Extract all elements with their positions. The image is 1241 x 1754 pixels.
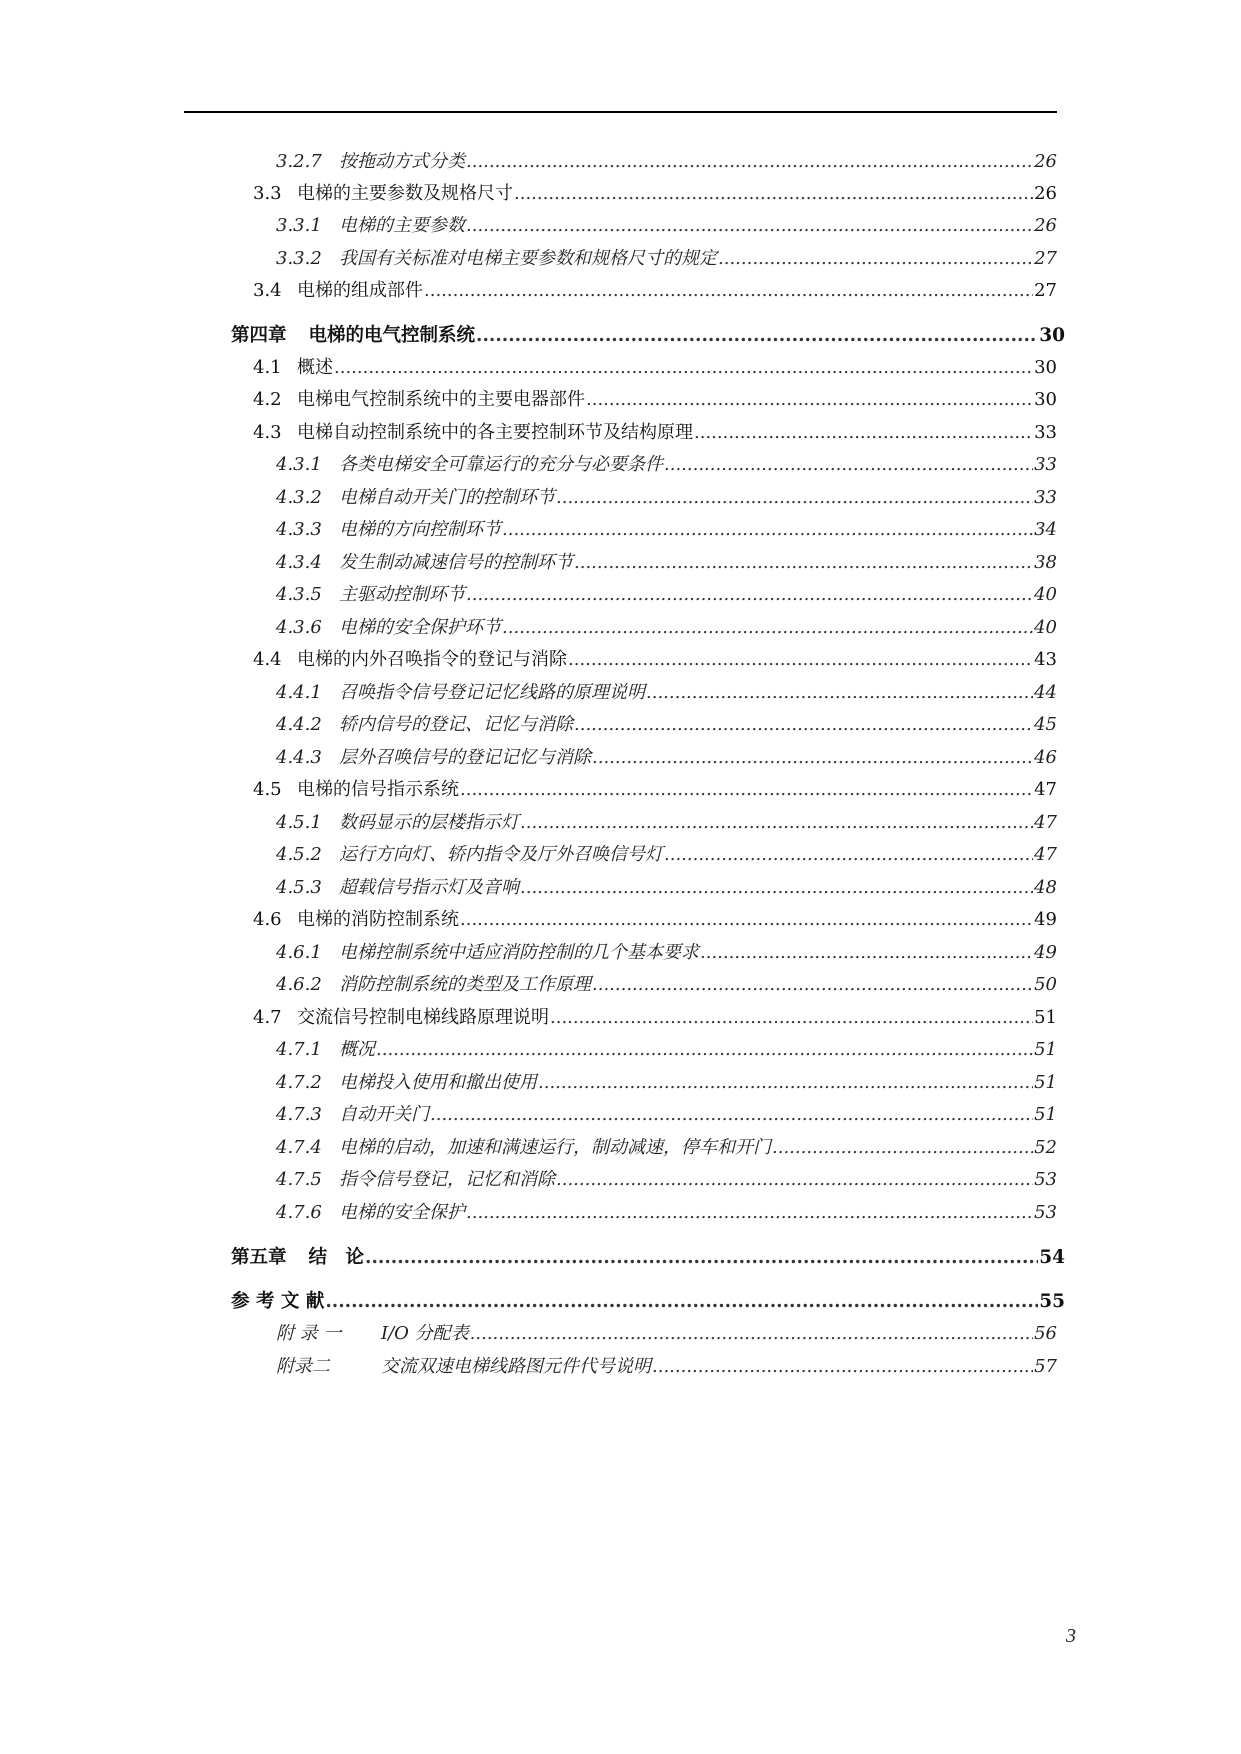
toc-entry-number: 3.2.7 xyxy=(276,151,322,172)
toc-entry[interactable] xyxy=(253,778,1057,802)
toc-entry-page: 49 xyxy=(1034,909,1057,930)
toc-entry-title: 运行方向灯、轿内指令及厅外召唤信号灯 xyxy=(339,844,663,865)
toc-entry[interactable] xyxy=(276,941,1057,965)
toc-entry-number: 4.2 xyxy=(253,389,282,410)
toc-entry-title: 召唤指令信号登记记忆线路的原理说明 xyxy=(339,682,645,703)
toc-leader-dots xyxy=(550,1006,1033,1030)
toc-entry-title: 电梯的电气控制系统 xyxy=(308,325,476,346)
toc-entry-page: 48 xyxy=(1034,877,1057,898)
toc-leader-dots xyxy=(466,583,1033,607)
toc-entry-title: 超载信号指示灯及音响 xyxy=(339,877,519,898)
toc-entry-title: 电梯的内外召唤指令的登记与消除 xyxy=(297,649,567,670)
toc-leader-dots xyxy=(466,1201,1033,1225)
toc-leader-dots xyxy=(334,356,1033,380)
toc-entry-title: 交流双速电梯线路图元件代号说明 xyxy=(381,1356,651,1377)
toc-entry-number: 4.7.3 xyxy=(276,1104,322,1125)
toc-entry-title: 我国有关标准对电梯主要参数和规格尺寸的规定 xyxy=(339,248,717,269)
toc-entry-number: 4.4 xyxy=(253,649,282,670)
toc-entry-number: 4.5.3 xyxy=(276,877,322,898)
toc-leader-dots xyxy=(664,453,1033,477)
toc-entry[interactable] xyxy=(253,1006,1057,1030)
toc-entry-number: 4.3 xyxy=(253,422,282,443)
toc-entry-title: 电梯的启动，加速和满速运行，制动减速，停车和开门 xyxy=(339,1137,771,1158)
toc-chapter-entry[interactable] xyxy=(231,324,1065,348)
toc-entry-page: 57 xyxy=(1034,1356,1057,1377)
toc-entry-number: 4.6 xyxy=(253,909,282,930)
toc-entry[interactable] xyxy=(276,518,1057,542)
toc-entry[interactable] xyxy=(276,811,1057,835)
toc-entry-page: 51 xyxy=(1034,1039,1057,1060)
toc-entry-title: 电梯自动开关门的控制环节 xyxy=(339,487,555,508)
toc-entry-number: 4.4.1 xyxy=(276,682,322,703)
toc-entry[interactable] xyxy=(276,876,1057,900)
toc-entry[interactable] xyxy=(253,648,1057,672)
toc-entry-number: 4.4.3 xyxy=(276,747,322,768)
toc-entry-title: 电梯自动控制系统中的各主要控制环节及结构原理 xyxy=(297,422,693,443)
toc-entry[interactable] xyxy=(276,583,1057,607)
toc-entry-page: 51 xyxy=(1034,1104,1057,1125)
toc-entry[interactable] xyxy=(253,908,1057,932)
toc-appendix-entry[interactable] xyxy=(276,1355,1057,1379)
toc-entry-page: 34 xyxy=(1034,519,1057,540)
toc-entry-page: 43 xyxy=(1034,649,1057,670)
toc-entry-title: 参 考 文 献 xyxy=(231,1291,325,1312)
toc-entry-title: 按拖动方式分类 xyxy=(339,151,465,172)
toc-entry-number: 4.4.2 xyxy=(276,714,322,735)
toc-leader-dots xyxy=(700,941,1033,965)
toc-leader-dots xyxy=(325,1290,1038,1314)
toc-entry-title: 电梯的方向控制环节 xyxy=(339,519,501,540)
toc-entry-page: 53 xyxy=(1034,1169,1057,1190)
toc-leader-dots xyxy=(772,1136,1033,1160)
toc-entry-title: 发生制动减速信号的控制环节 xyxy=(339,552,573,573)
toc-leader-dots xyxy=(568,648,1033,672)
toc-entry-title: 电梯电气控制系统中的主要电器部件 xyxy=(297,389,585,410)
toc-entry[interactable] xyxy=(276,681,1057,705)
header-rule xyxy=(184,111,1057,113)
toc-leader-dots xyxy=(476,324,1038,348)
toc-leader-dots xyxy=(470,1322,1033,1346)
toc-leader-dots xyxy=(376,1038,1033,1062)
toc-entry[interactable] xyxy=(276,616,1057,640)
toc-leader-dots xyxy=(592,746,1033,770)
toc-entry-page: 51 xyxy=(1034,1072,1057,1093)
toc-appendix-label: 附录二 xyxy=(276,1356,330,1377)
toc-entry-page: 54 xyxy=(1039,1247,1065,1268)
toc-entry-title: 结 论 xyxy=(308,1247,365,1268)
toc-entry-page: 26 xyxy=(1034,215,1057,236)
toc-entry-title: 电梯控制系统中适应消防控制的几个基本要求 xyxy=(339,942,699,963)
toc-appendix-label: 附 录 一 xyxy=(276,1323,342,1344)
toc-entry-title: 电梯的安全保护环节 xyxy=(339,617,501,638)
toc-entry-page: 26 xyxy=(1034,151,1057,172)
toc-entry-title: 层外召唤信号的登记记忆与消除 xyxy=(339,747,591,768)
toc-entry-title: 电梯的信号指示系统 xyxy=(297,779,459,800)
toc-leader-dots xyxy=(430,1103,1033,1127)
toc-entry[interactable] xyxy=(276,1168,1057,1192)
toc-entry-number: 4.5.1 xyxy=(276,812,322,833)
toc-chapter-number: 第五章 xyxy=(231,1247,287,1268)
toc-leader-dots xyxy=(466,214,1033,238)
toc-entry-title: 概况 xyxy=(339,1039,375,1060)
toc-entry-number: 4.5.2 xyxy=(276,844,322,865)
toc-entry-page: 27 xyxy=(1034,280,1057,301)
toc-references-entry[interactable] xyxy=(231,1290,1065,1314)
toc-entry-number: 3.3.1 xyxy=(276,215,322,236)
toc-leader-dots xyxy=(514,182,1033,206)
toc-entry[interactable] xyxy=(276,1071,1057,1095)
toc-entry-page: 33 xyxy=(1034,487,1057,508)
toc-entry[interactable] xyxy=(253,356,1057,380)
toc-entry-title: 主驱动控制环节 xyxy=(339,584,465,605)
toc-entry[interactable] xyxy=(253,279,1057,303)
page-number: 3 xyxy=(1066,1625,1076,1647)
toc-entry-page: 33 xyxy=(1034,422,1057,443)
toc-entry-page: 47 xyxy=(1034,779,1057,800)
toc-entry[interactable] xyxy=(276,1201,1057,1225)
toc-entry-title: 电梯的主要参数及规格尺寸 xyxy=(297,183,513,204)
toc-leader-dots xyxy=(365,1246,1038,1270)
toc-entry-number: 4.7.6 xyxy=(276,1202,322,1223)
toc-entry-page: 47 xyxy=(1034,812,1057,833)
toc-leader-dots xyxy=(502,616,1033,640)
toc-entry-number: 4.7.4 xyxy=(276,1137,322,1158)
toc-entry-number: 4.7.5 xyxy=(276,1169,322,1190)
toc-leader-dots xyxy=(460,778,1033,802)
toc-leader-dots xyxy=(646,681,1033,705)
toc-entry-page: 56 xyxy=(1034,1323,1057,1344)
toc-entry-number: 4.3.1 xyxy=(276,454,322,475)
toc-entry-number: 4.3.2 xyxy=(276,487,322,508)
toc-entry-number: 4.3.3 xyxy=(276,519,322,540)
toc-entry-number: 4.5 xyxy=(253,779,282,800)
toc-entry-number: 4.7.2 xyxy=(276,1072,322,1093)
toc-entry-page: 45 xyxy=(1034,714,1057,735)
toc-entry[interactable] xyxy=(276,214,1057,238)
toc-entry[interactable] xyxy=(276,453,1057,477)
toc-entry[interactable] xyxy=(276,713,1057,737)
toc-entry-title: 电梯的组成部件 xyxy=(297,280,423,301)
toc-leader-dots xyxy=(538,1071,1033,1095)
toc-leader-dots xyxy=(718,247,1033,271)
toc-entry-page: 30 xyxy=(1034,389,1057,410)
toc-entry-page: 55 xyxy=(1039,1291,1065,1312)
toc-entry-title: 交流信号控制电梯线路原理说明 xyxy=(297,1007,549,1028)
toc-entry[interactable] xyxy=(276,486,1057,510)
toc-leader-dots xyxy=(664,843,1033,867)
toc-leader-dots xyxy=(556,486,1033,510)
toc-entry-number: 3.3 xyxy=(253,183,282,204)
toc-entry-page: 27 xyxy=(1034,248,1057,269)
toc-chapter-number: 第四章 xyxy=(231,325,287,346)
toc-entry[interactable] xyxy=(253,388,1057,412)
toc-entry-page: 38 xyxy=(1034,552,1057,573)
toc-entry-title: 数码显示的层楼指示灯 xyxy=(339,812,519,833)
toc-leader-dots xyxy=(574,551,1033,575)
toc-entry-title: 指令信号登记，记忆和消除 xyxy=(339,1169,555,1190)
toc-entry-number: 4.7 xyxy=(253,1007,282,1028)
toc-entry-page: 49 xyxy=(1034,942,1057,963)
toc-entry-number: 3.3.2 xyxy=(276,248,322,269)
toc-entry-title: 各类电梯安全可靠运行的充分与必要条件 xyxy=(339,454,663,475)
toc-entry-title: 自动开关门 xyxy=(339,1104,429,1125)
toc-entry-number: 4.6.1 xyxy=(276,942,322,963)
toc-entry-page: 46 xyxy=(1034,747,1057,768)
toc-entry-number: 4.3.6 xyxy=(276,617,322,638)
toc-entry-page: 52 xyxy=(1034,1137,1057,1158)
toc-leader-dots xyxy=(466,150,1033,174)
toc-entry-page: 44 xyxy=(1034,682,1057,703)
toc-entry[interactable] xyxy=(276,843,1057,867)
toc-entry-page: 53 xyxy=(1034,1202,1057,1223)
toc-entry[interactable] xyxy=(253,421,1057,445)
toc-entry[interactable] xyxy=(276,247,1057,271)
toc-leader-dots xyxy=(694,421,1033,445)
toc-leader-dots xyxy=(460,908,1033,932)
toc-entry-number: 4.3.4 xyxy=(276,552,322,573)
toc-entry-page: 40 xyxy=(1034,584,1057,605)
toc-leader-dots xyxy=(652,1355,1033,1379)
toc-entry-title: I/O 分配表 xyxy=(381,1323,469,1344)
toc-entry-title: 轿内信号的登记、记忆与消除 xyxy=(339,714,573,735)
toc-entry-page: 47 xyxy=(1034,844,1057,865)
toc-entry-title: 电梯的消防控制系统 xyxy=(297,909,459,930)
toc-entry-page: 26 xyxy=(1034,183,1057,204)
toc-entry-number: 4.6.2 xyxy=(276,974,322,995)
toc-entry[interactable] xyxy=(276,973,1057,997)
toc-entry[interactable] xyxy=(276,1103,1057,1127)
toc-leader-dots xyxy=(502,518,1033,542)
toc-chapter-entry[interactable] xyxy=(231,1246,1065,1270)
toc-entry[interactable] xyxy=(276,551,1057,575)
toc-leader-dots xyxy=(574,713,1033,737)
toc-leader-dots xyxy=(520,876,1033,900)
toc-entry-page: 30 xyxy=(1034,357,1057,378)
toc-entry-title: 消防控制系统的类型及工作原理 xyxy=(339,974,591,995)
toc-leader-dots xyxy=(520,811,1033,835)
toc-leader-dots xyxy=(424,279,1033,303)
toc-leader-dots xyxy=(592,973,1033,997)
toc-entry[interactable] xyxy=(276,1136,1057,1160)
toc-entry[interactable] xyxy=(276,150,1057,174)
toc-entry-page: 33 xyxy=(1034,454,1057,475)
toc-leader-dots xyxy=(586,388,1033,412)
toc-entry[interactable] xyxy=(276,1038,1057,1062)
toc-entry-title: 电梯投入使用和撤出使用 xyxy=(339,1072,537,1093)
toc-entry-page: 40 xyxy=(1034,617,1057,638)
toc-entry[interactable] xyxy=(276,746,1057,770)
toc-entry-page: 51 xyxy=(1034,1007,1057,1028)
toc-entry-title: 概述 xyxy=(297,357,333,378)
toc-leader-dots xyxy=(556,1168,1033,1192)
toc-entry[interactable] xyxy=(253,182,1057,206)
toc-entry-title: 电梯的安全保护 xyxy=(339,1202,465,1223)
toc-entry-number: 4.3.5 xyxy=(276,584,322,605)
toc-entry-page: 50 xyxy=(1034,974,1057,995)
toc-appendix-entry[interactable] xyxy=(276,1322,1057,1346)
toc-entry-title: 电梯的主要参数 xyxy=(339,215,465,236)
toc-entry-number: 4.1 xyxy=(253,357,282,378)
toc-entry-number: 3.4 xyxy=(253,280,282,301)
toc-entry-number: 4.7.1 xyxy=(276,1039,322,1060)
toc-entry-page: 30 xyxy=(1039,325,1065,346)
